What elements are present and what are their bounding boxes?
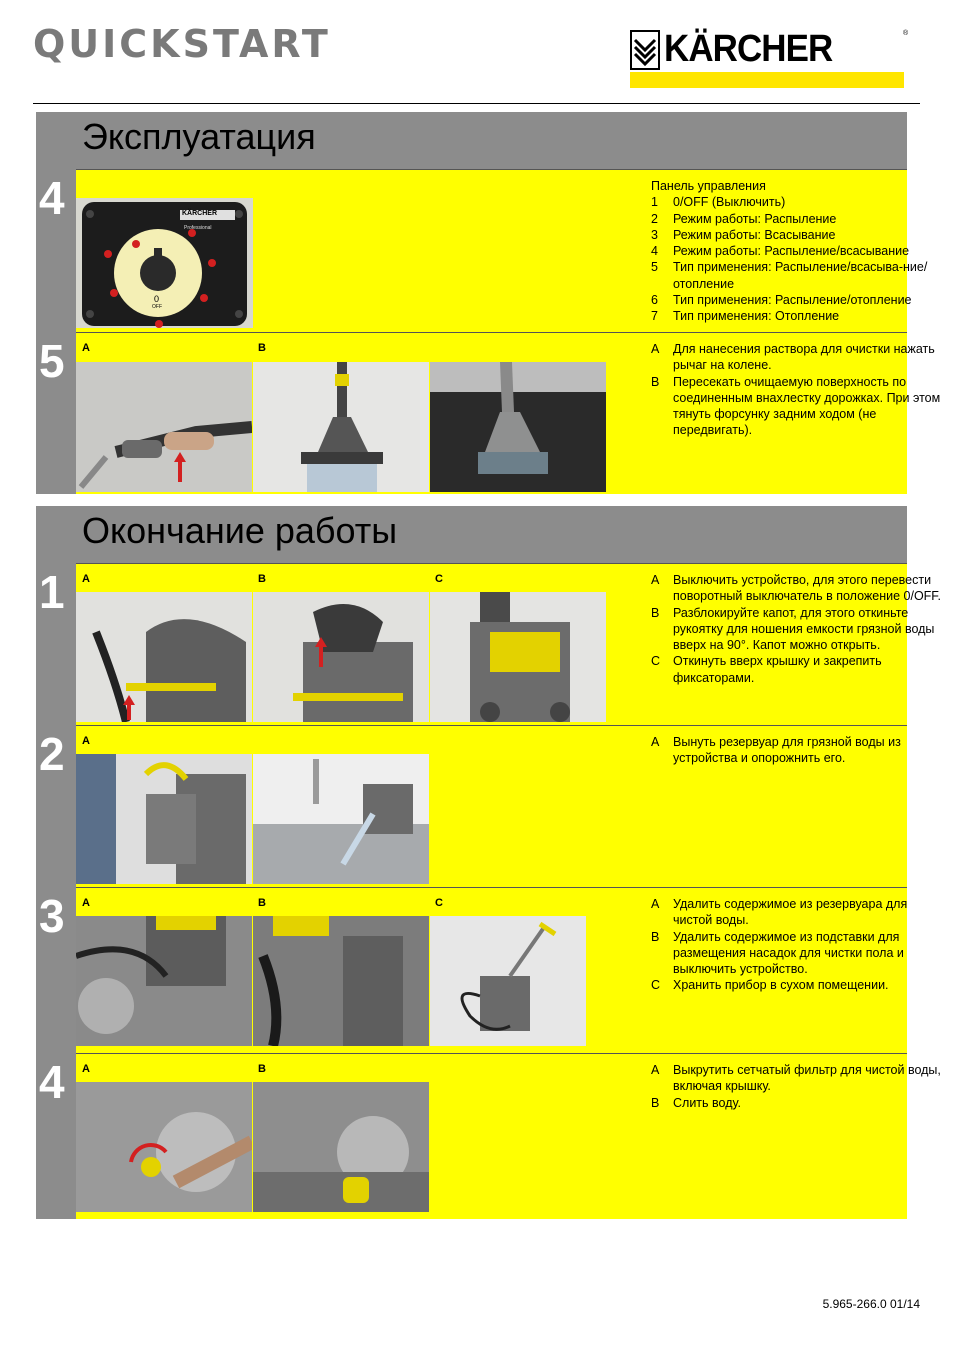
step-number: 4: [39, 172, 65, 224]
step-description: [651, 896, 947, 994]
photo-label: A: [82, 573, 90, 585]
step-description: [651, 734, 947, 767]
operation-step-4: [36, 169, 928, 332]
list-item: B Удалить содержимое из подставки для размещения насадок для чистки пола и выключить устройство.: [651, 929, 904, 977]
step-description: [651, 572, 947, 686]
nozzle-photo: [253, 362, 429, 492]
step-number-band: [36, 887, 76, 1053]
brand-logo: [630, 28, 909, 88]
photo-label: B: [258, 897, 266, 909]
photo-label: A: [82, 1063, 90, 1075]
page-title: QUICKSTART: [33, 22, 331, 66]
step-number: 5: [39, 335, 65, 387]
step-number-band: [36, 563, 76, 725]
step-number: 2: [39, 728, 65, 780]
logo-yellow-bar: [630, 72, 904, 88]
storage-photo: [430, 916, 586, 1046]
photo-label: A: [82, 735, 90, 747]
empty-tank-photo: [253, 754, 429, 884]
list-item: 3 Режим работы: Всасывание: [651, 227, 836, 242]
panel-off-digit: 0: [154, 294, 160, 304]
brand-name: KÄRCHER: [664, 28, 833, 70]
list-item: 7 Тип применения: Отопление: [651, 309, 840, 324]
list-item: 4 Режим работы: Распыление/всасывание: [651, 244, 910, 259]
document-number: 5.965-266.0 01/14: [822, 1297, 920, 1311]
remove-tank-photo: [76, 754, 252, 884]
shutdown-step-4: [36, 1053, 941, 1219]
panel-brand-text: KÄRCHER: [182, 210, 217, 217]
carpet-photo: [430, 362, 606, 492]
list-item: 6 Тип применения: Распыление/отопление: [651, 293, 912, 308]
hood-unlock-photo: [253, 592, 429, 722]
section-title: Эксплуатация: [82, 116, 316, 157]
list-item: 1 0/OFF (Выключить): [651, 195, 786, 210]
list-item: A Вынуть резервуар для грязной воды из устройства и опорожнить его.: [651, 735, 901, 766]
section-header-operation: [36, 112, 907, 169]
list-item: A Выкрутить сетчатый фильтр для чистой воды, включая крышку.: [651, 1063, 941, 1094]
step-body: [76, 332, 941, 494]
photo-label: A: [82, 897, 90, 909]
step-number-band: [36, 169, 76, 332]
photo-label: B: [258, 1063, 266, 1075]
list-item: 2 Режим работы: Распыление: [651, 211, 837, 226]
list-item: 5 Тип применения: Распыление/всасыва-ние/отопление: [651, 260, 928, 291]
step-body: [76, 169, 928, 332]
list-item: C Хранить прибор в сухом помещении.: [651, 978, 889, 993]
step-number: 4: [39, 1056, 65, 1108]
list-item: B Пересекать очищаемую поверхность по соединенным внахлестку дорожках. При этом тянуть форсунку задним ходом (не передвигать).: [651, 374, 941, 438]
step-heading: Панель управления: [651, 179, 766, 193]
step-body: [76, 563, 942, 725]
step-number: 1: [39, 566, 65, 618]
shutdown-step-3: [36, 887, 907, 1053]
step-body: [76, 887, 907, 1053]
photo-label: A: [82, 342, 90, 354]
list-item: B Слить воду.: [651, 1095, 741, 1110]
section-title: Окончание работы: [82, 510, 398, 551]
list-item: A Выключить устройство, для этого перевести поворотный выключатель в положение 0/OFF.: [651, 573, 942, 604]
list-item: A Удалить содержимое из резервуара для чистой воды.: [651, 897, 908, 928]
unscrew-filter-photo: [76, 1082, 252, 1212]
nozzle-holder-photo: [253, 916, 429, 1046]
step-body: [76, 725, 907, 887]
step-number: 3: [39, 890, 65, 942]
clean-water-tank-photo: [76, 916, 252, 1046]
spray-lever-photo: [76, 362, 252, 492]
control-panel-photo: [76, 198, 253, 328]
list-item: B Разблокируйте капот, для этого откиньте рукоятку для ношения емкости грязной воды вверх на 90°. Капот можно открыть.: [651, 605, 935, 653]
step-description: [651, 341, 947, 439]
switch-off-photo: [76, 592, 252, 722]
shutdown-step-2: [36, 725, 907, 887]
step-body: [76, 1053, 941, 1219]
registered-mark: ®: [903, 30, 909, 37]
photo-label: B: [258, 573, 266, 585]
header-divider: [33, 103, 920, 104]
step-number-band: [36, 332, 76, 494]
photo-label: C: [435, 573, 443, 585]
step-description: [651, 1062, 947, 1111]
list-item: A Для нанесения раствора для очистки нажать рычаг на колене.: [651, 342, 935, 373]
photo-label: B: [258, 342, 266, 354]
operation-step-5: [36, 332, 941, 494]
panel-sub-text: Professional: [184, 225, 212, 231]
section-header-shutdown: [36, 506, 907, 563]
panel-off-label: OFF: [152, 304, 162, 310]
logo-mark-icon: [630, 30, 660, 70]
step-number-band: [36, 1053, 76, 1219]
lid-open-photo: [430, 592, 606, 722]
list-item: C Откинуть вверх крышку и закрепить фиксаторами.: [651, 654, 882, 685]
photo-label: C: [435, 897, 443, 909]
drain-water-photo: [253, 1082, 429, 1212]
shutdown-step-1: [36, 563, 942, 725]
step-description: [651, 178, 947, 325]
step-number-band: [36, 725, 76, 887]
